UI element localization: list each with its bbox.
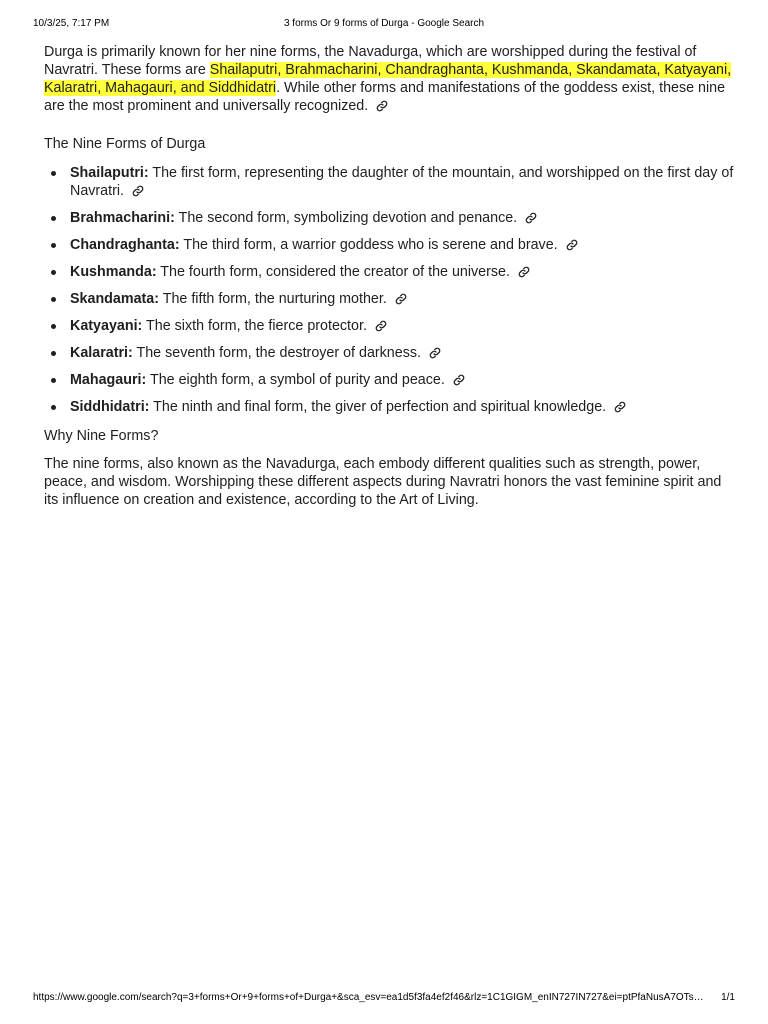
list-item	[70, 317, 734, 335]
print-footer	[33, 992, 735, 1006]
form-description: The eighth form, a symbol of purity and peace.	[146, 372, 445, 388]
form-name: Kalaratri:	[70, 345, 133, 361]
form-description: The fourth form, considered the creator of the universe.	[156, 264, 510, 280]
list-item	[70, 164, 734, 200]
print-page-number: 1/1	[721, 992, 735, 1003]
form-name: Kushmanda:	[70, 264, 157, 280]
intro-paragraph	[44, 43, 734, 115]
intro-text-before: Durga is primarily known for her nine forms, the Navadurga, which are worshipped during the festival of Navratri. These forms are	[44, 44, 697, 78]
form-description: The fifth form, the nurturing mother.	[159, 291, 387, 307]
link-icon[interactable]	[566, 239, 578, 251]
list-item	[70, 263, 734, 281]
list-item	[70, 371, 734, 389]
print-header	[33, 18, 735, 32]
forms-list	[44, 164, 734, 416]
link-icon[interactable]	[614, 401, 626, 413]
form-description: The seventh form, the destroyer of darkness.	[132, 345, 421, 361]
form-name: Siddhidatri:	[70, 399, 150, 415]
link-icon[interactable]	[375, 320, 387, 332]
form-name: Skandamata:	[70, 291, 159, 307]
form-name: Chandraghanta:	[70, 237, 180, 253]
print-url: https://www.google.com/search?q=3+forms+Or+9+forms+of+Durga+&sca_esv=ea1d5f3fa4ef2f46&rlz=1C1GIGM_enIN727IN727&ei=ptPfaNusA7OTs…	[33, 992, 704, 1003]
form-description: The ninth and final form, the giver of perfection and spiritual knowledge.	[149, 399, 607, 415]
link-icon[interactable]	[525, 212, 537, 224]
list-item	[70, 236, 734, 254]
intro-text-after: . While other forms and manifestations of the goddess exist, these nine are the most prominent and universally recognized.	[44, 80, 726, 114]
link-icon[interactable]	[429, 347, 441, 359]
form-description: The third form, a warrior goddess who is serene and brave.	[179, 237, 558, 253]
ai-overview-content	[44, 43, 734, 509]
forms-heading: The Nine Forms of Durga	[44, 136, 206, 152]
link-icon[interactable]	[453, 374, 465, 386]
link-icon[interactable]	[132, 185, 144, 197]
intro-highlight: Shailaputri, Brahmacharini, Chandraghanta, Kushmanda, Skandamata, Katyayani, Kalaratri, Mahagauri, and Siddhidatri	[44, 62, 732, 96]
list-item	[70, 398, 734, 416]
form-name: Brahmacharini:	[70, 210, 175, 226]
print-page-title: 3 forms Or 9 forms of Durga - Google Search	[283, 18, 485, 29]
list-item	[70, 209, 734, 227]
form-name: Shailaputri:	[70, 165, 149, 181]
list-item	[70, 344, 734, 362]
print-datetime: 10/3/25, 7:17 PM	[33, 18, 110, 29]
form-description: The second form, symbolizing devotion and penance.	[174, 210, 518, 226]
link-icon[interactable]	[395, 293, 407, 305]
form-name: Mahagauri:	[70, 372, 147, 388]
list-item	[70, 290, 734, 308]
form-description: The sixth form, the fierce protector.	[142, 318, 367, 334]
why-paragraph: The nine forms, also known as the Navadurga, each embody different qualities such as strength, power, peace, and wisdom. Worshipping these different aspects during Navratri honors the vast feminine spirit and its influence on creation and existence, according to the Art of Living.	[44, 456, 722, 508]
link-icon[interactable]	[376, 100, 388, 112]
why-heading: Why Nine Forms?	[44, 428, 159, 444]
form-description: The first form, representing the daughter of the mountain, and worshipped on the first day of Navratri.	[70, 165, 734, 199]
form-name: Katyayani:	[70, 318, 143, 334]
link-icon[interactable]	[518, 266, 530, 278]
